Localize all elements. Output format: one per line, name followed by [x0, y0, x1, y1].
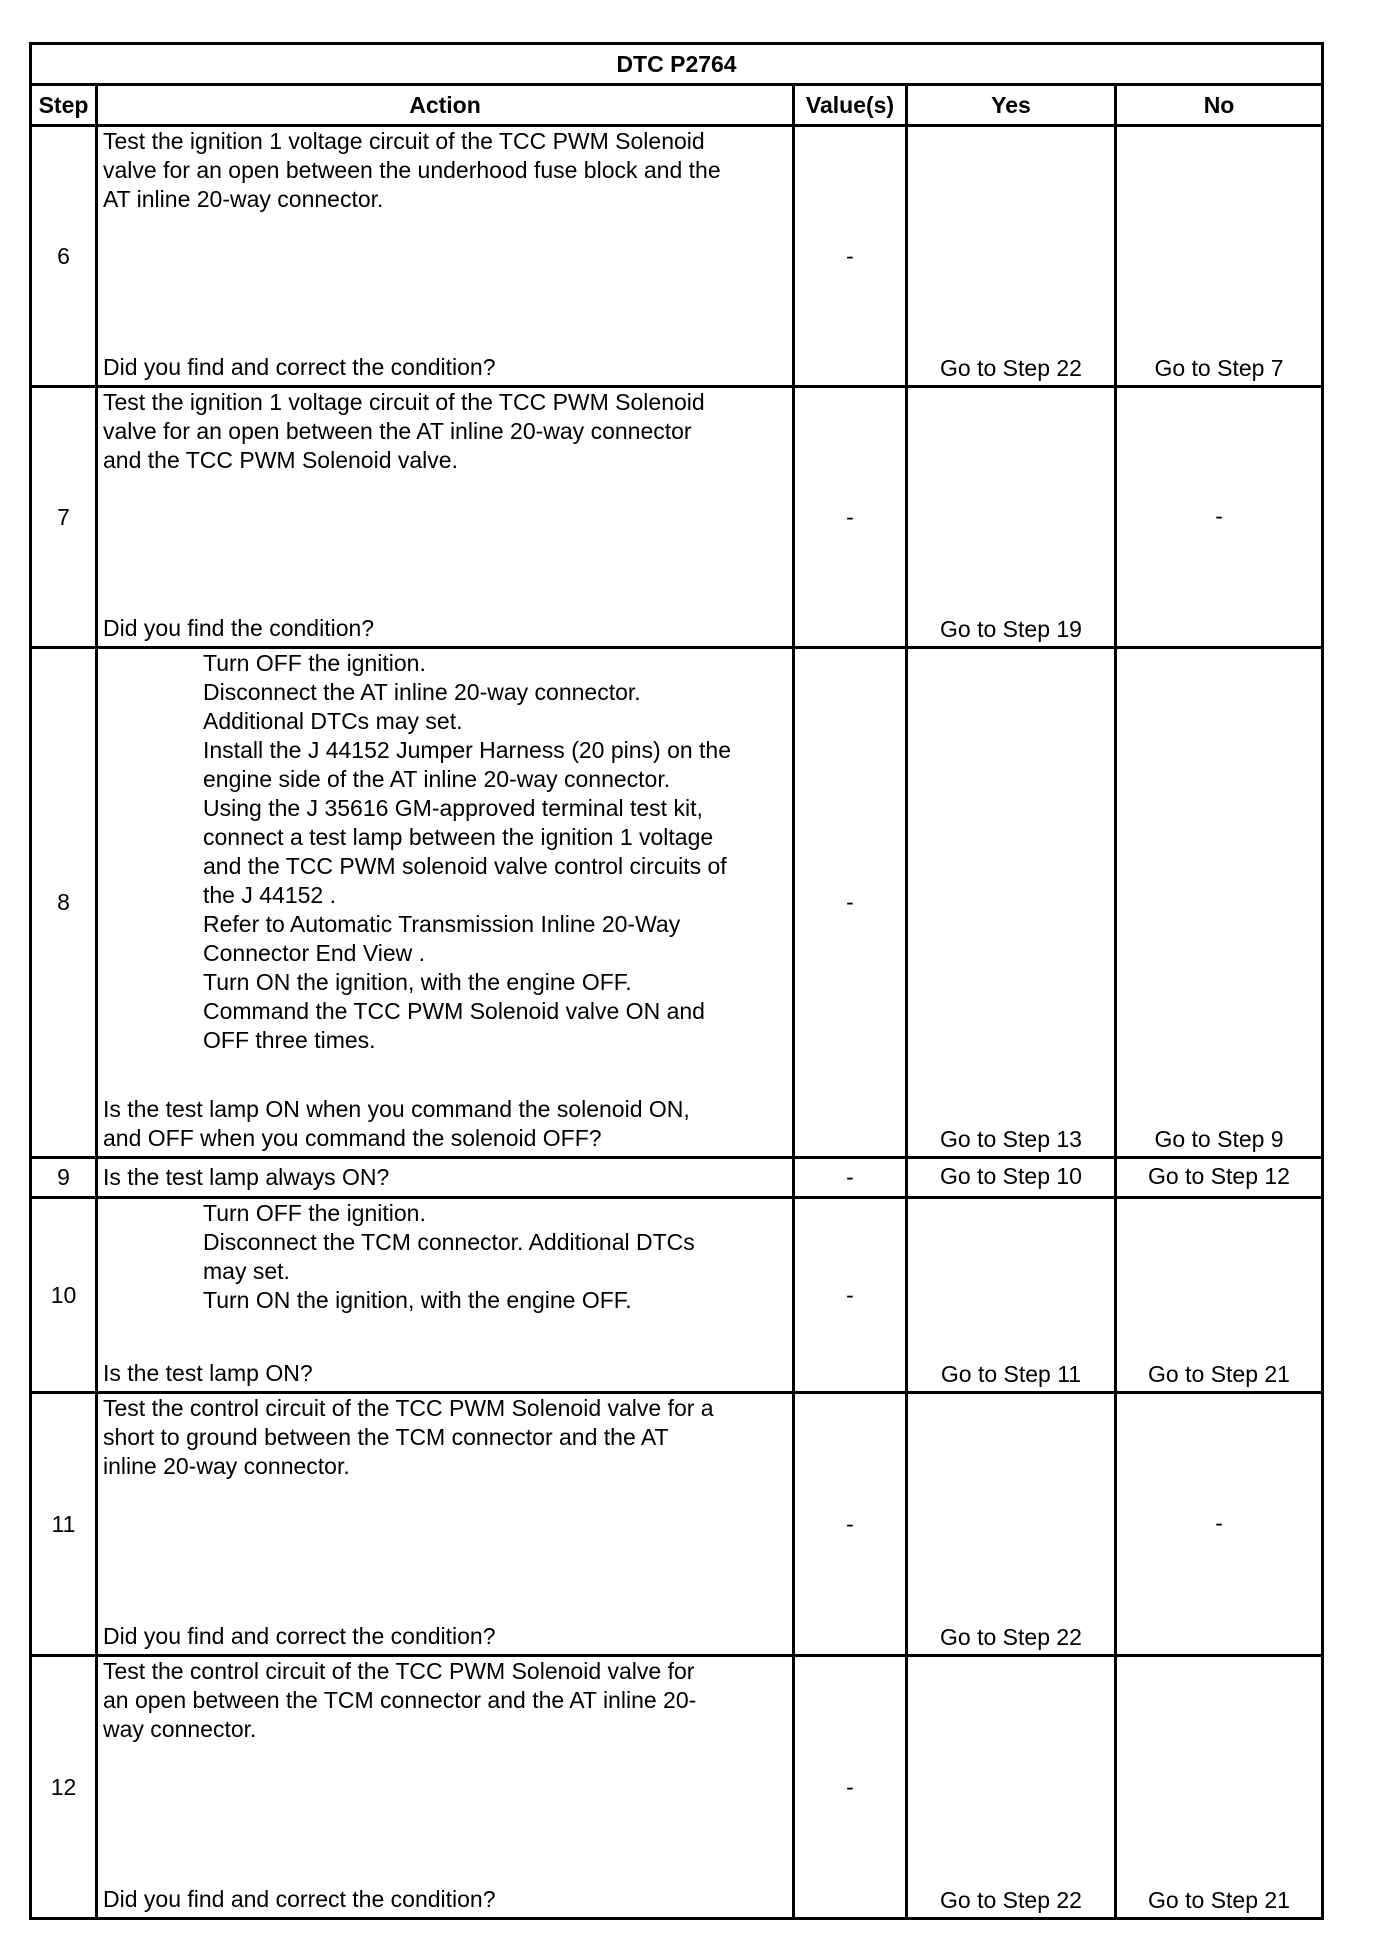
- table-row: [31, 1656, 1323, 1919]
- action-cell: [97, 648, 794, 1158]
- dtc-table: [29, 42, 1324, 1920]
- no-cell: Go to Step 21: [1116, 1656, 1323, 1919]
- action-text: Test the control circuit of the TCC PWM Solenoid valve for an open between the TCM connector and the AT inline 20- way connector.: [103, 1658, 697, 1742]
- action-question: Did you find the condition?: [103, 615, 375, 641]
- yes-cell: Go to Step 22: [907, 1656, 1116, 1919]
- header-action: Action: [97, 85, 794, 126]
- value-cell: -: [794, 126, 907, 387]
- action-question: Did you find and correct the condition?: [103, 354, 496, 380]
- header-no: No: [1116, 85, 1323, 126]
- step-number: 6: [31, 126, 97, 387]
- table-row: [31, 126, 1323, 387]
- action-cell: [97, 1393, 794, 1656]
- action-list: Turn OFF the ignition. Disconnect the TCM connector. Additional DTCs may set. Turn ON the ignition, with the engine OFF.: [203, 1200, 695, 1313]
- yes-cell: Go to Step 22: [907, 1393, 1116, 1656]
- header-yes: Yes: [907, 85, 1116, 126]
- step-number: 10: [31, 1198, 97, 1393]
- action-text: Test the ignition 1 voltage circuit of the TCC PWM Solenoid valve for an open between the underhood fuse block and the AT inline 20-way connector.: [103, 128, 721, 212]
- header-values: Value(s): [794, 85, 907, 126]
- table-row: [31, 1393, 1323, 1656]
- step-number: 12: [31, 1656, 97, 1919]
- action-question: Did you find and correct the condition?: [103, 1886, 496, 1912]
- table-row: [31, 648, 1323, 1158]
- action-cell: [97, 387, 794, 648]
- yes-cell: Go to Step 13: [907, 648, 1116, 1158]
- table-row: [31, 1198, 1323, 1393]
- value-cell: -: [794, 387, 907, 648]
- action-question: Is the test lamp always ON?: [97, 1158, 794, 1198]
- action-text: Test the control circuit of the TCC PWM Solenoid valve for a short to ground between the TCM connector and the AT inline 20-way connector.: [103, 1395, 714, 1479]
- no-cell: Go to Step 7: [1116, 126, 1323, 387]
- action-list: Turn OFF the ignition. Disconnect the AT inline 20-way connector. Additional DTCs may set. Install the J 44152 Jumper Harness (20 pins) on the engine side of the AT inline 20-way connector. Using the J 35616 GM-approved terminal test kit, connect a test lamp between the ignition 1 voltage and the TCC PWM solenoid valve control circuits of the J 44152 . Refer to Automatic Transmission Inline 20-Way Connector End View . Turn ON the ignition, with the engine OFF. Command the TCC PWM Solenoid valve ON and OFF three times.: [203, 650, 732, 1053]
- action-cell: [97, 126, 794, 387]
- no-cell: -: [1116, 387, 1323, 648]
- header-row: [31, 85, 1323, 126]
- no-cell: Go to Step 21: [1116, 1198, 1323, 1393]
- yes-cell: Go to Step 11: [907, 1198, 1116, 1393]
- no-cell: -: [1116, 1393, 1323, 1656]
- value-cell: -: [794, 1393, 907, 1656]
- value-cell: -: [794, 1656, 907, 1919]
- action-cell: [97, 1656, 794, 1919]
- yes-cell: Go to Step 19: [907, 387, 1116, 648]
- value-cell: -: [794, 1158, 907, 1198]
- no-cell: Go to Step 9: [1116, 648, 1323, 1158]
- table-row: [31, 387, 1323, 648]
- step-number: 11: [31, 1393, 97, 1656]
- yes-cell: Go to Step 10: [907, 1158, 1116, 1198]
- action-cell: [97, 1198, 794, 1393]
- action-question: Did you find and correct the condition?: [103, 1623, 496, 1649]
- action-question: Is the test lamp ON?: [103, 1360, 313, 1386]
- header-step: Step: [31, 85, 97, 126]
- table-row: [31, 1158, 1323, 1198]
- no-cell: Go to Step 12: [1116, 1158, 1323, 1198]
- action-question: Is the test lamp ON when you command the solenoid ON, and OFF when you command the solenoid OFF?: [103, 1096, 690, 1151]
- yes-cell: Go to Step 22: [907, 126, 1116, 387]
- step-number: 7: [31, 387, 97, 648]
- value-cell: -: [794, 648, 907, 1158]
- action-text: Test the ignition 1 voltage circuit of the TCC PWM Solenoid valve for an open between the AT inline 20-way connector and the TCC PWM Solenoid valve.: [103, 389, 705, 473]
- value-cell: -: [794, 1198, 907, 1393]
- step-number: 9: [31, 1158, 97, 1198]
- table-title: DTC P2764: [31, 44, 1323, 85]
- step-number: 8: [31, 648, 97, 1158]
